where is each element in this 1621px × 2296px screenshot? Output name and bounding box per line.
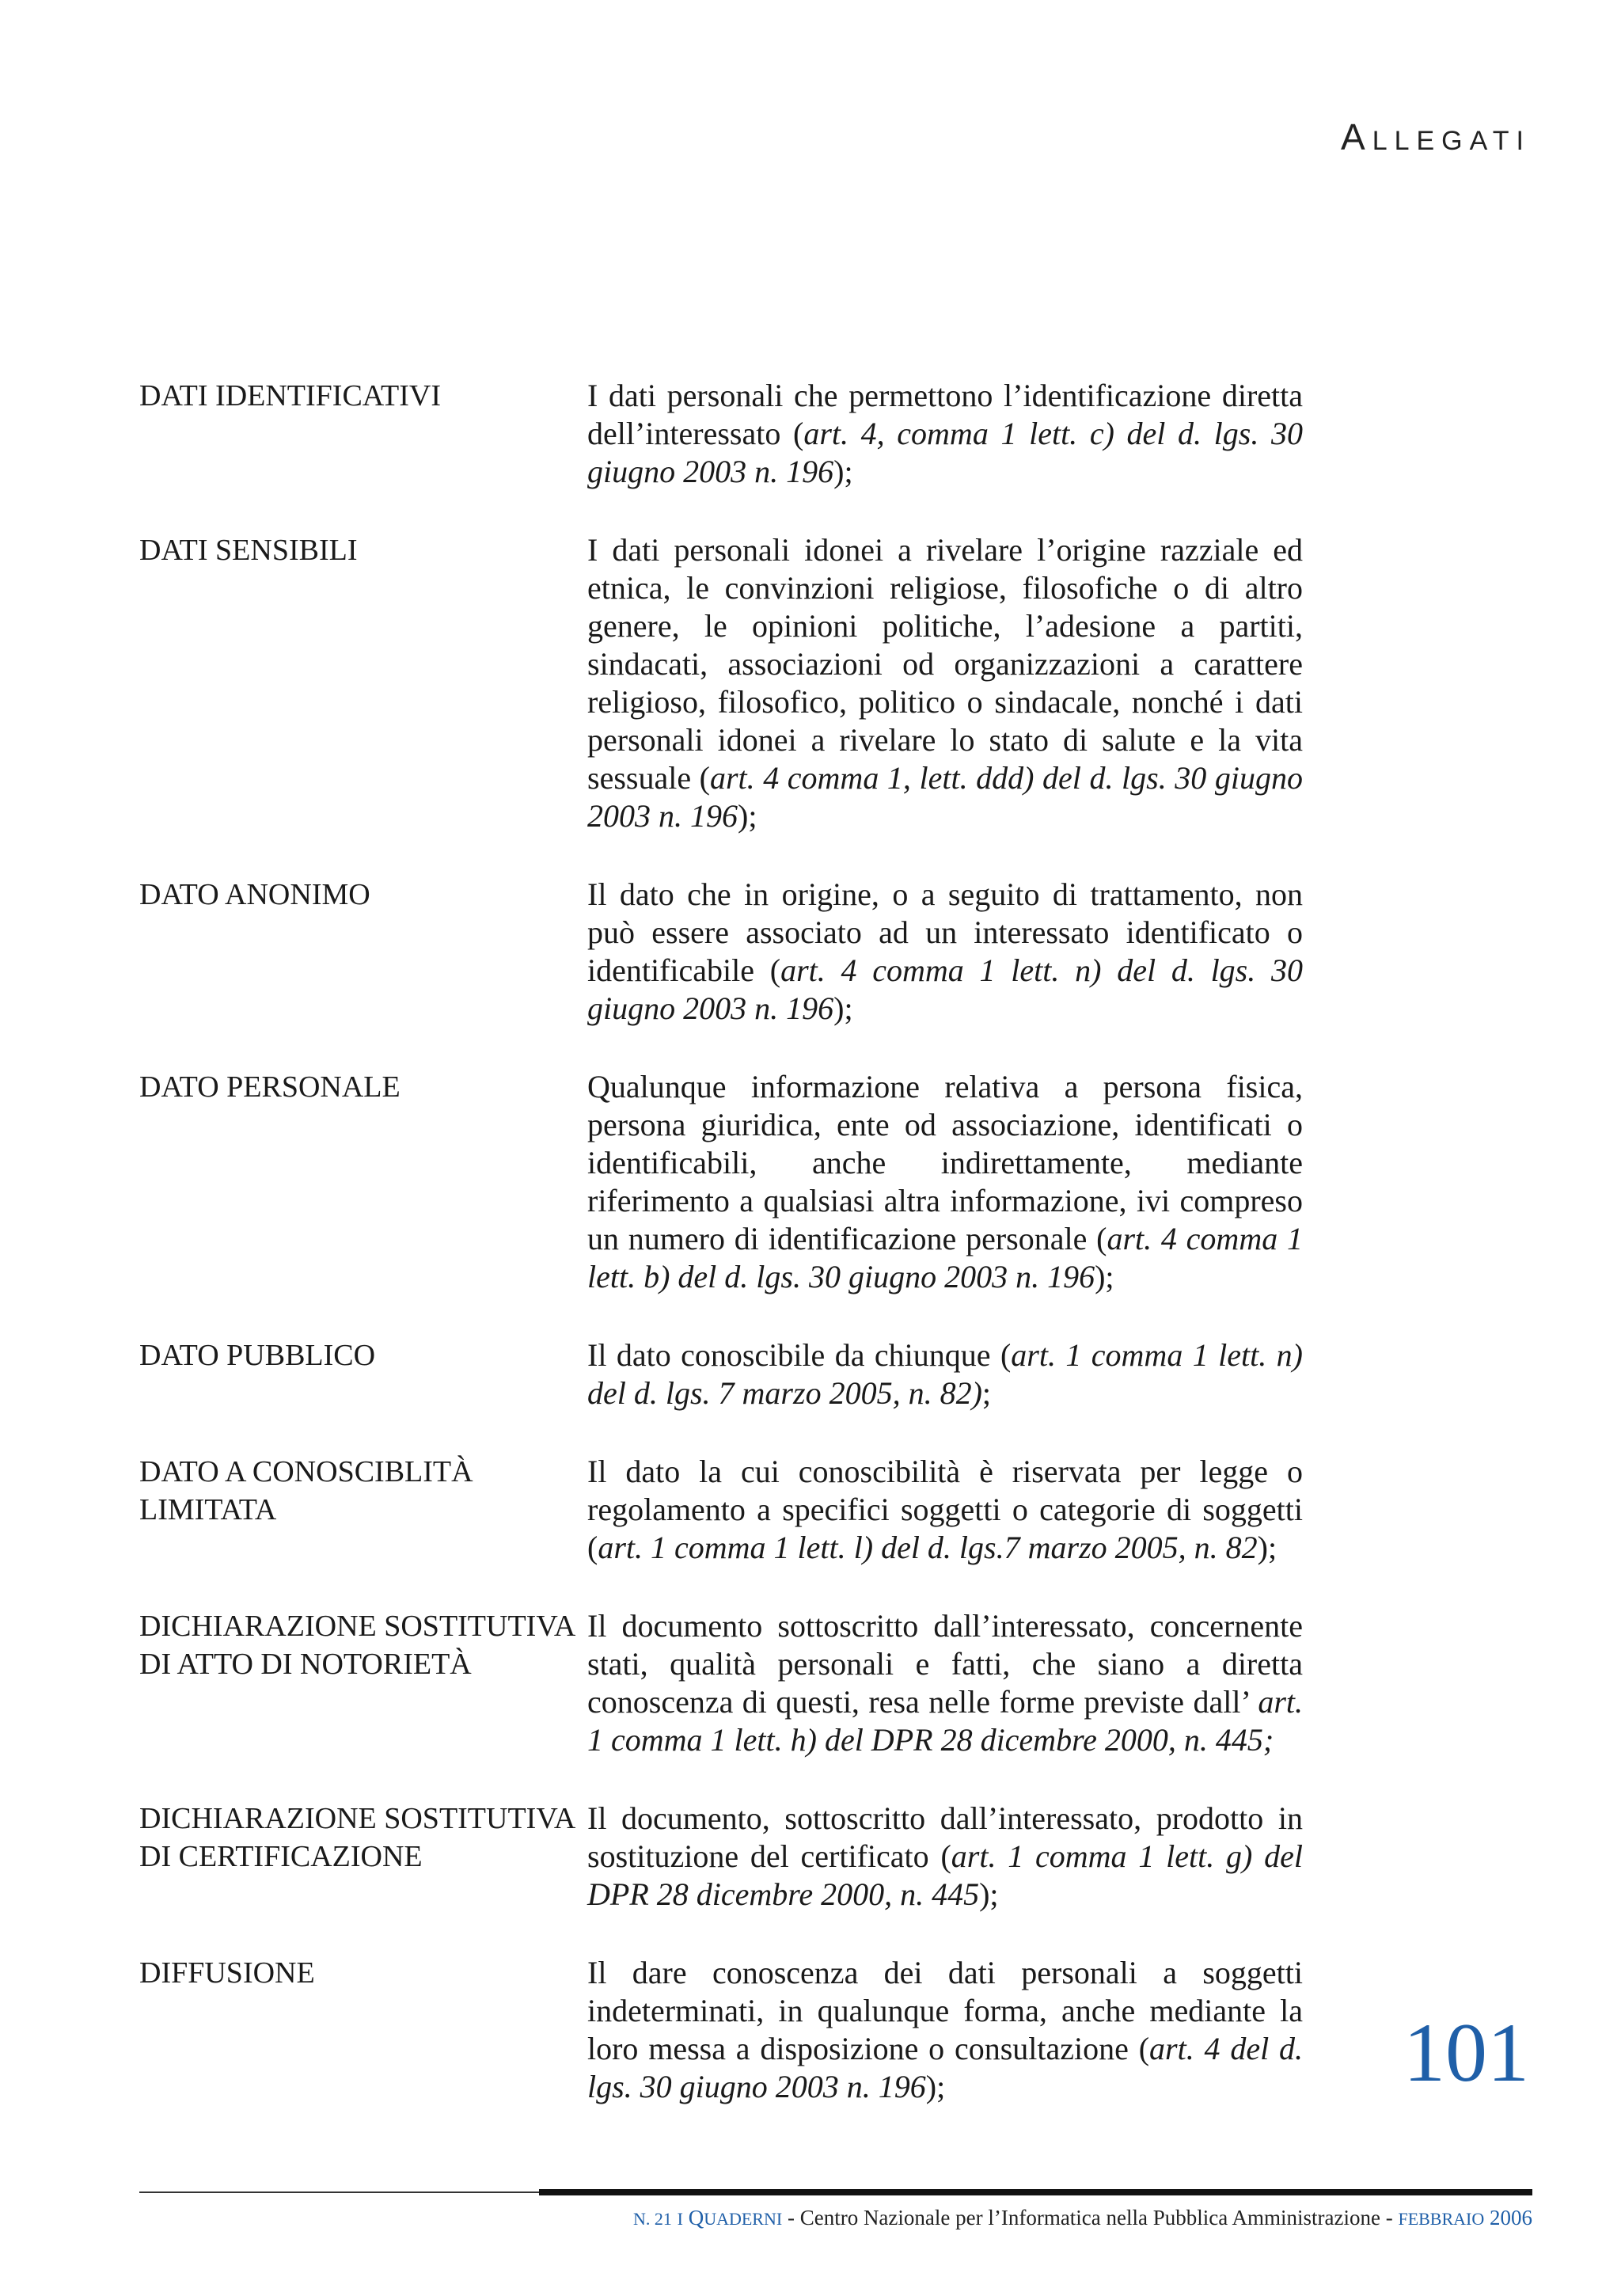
legal-reference: art. 4, comma 1 lett. c) del d. lgs. 30 giugno 2003 n. 196 bbox=[587, 416, 1304, 489]
definition-text: Il documento sottoscritto dall’interessato, concernente stati, qualità personali e fatti, che siano a diretta conoscenza di questi, resa nelle forme previste dall’ bbox=[587, 1608, 1303, 1720]
page-number: 101 bbox=[1403, 2006, 1529, 2099]
glossary-entry bbox=[139, 1336, 1303, 1412]
definition-text: Il documento, sottoscritto dall’interessato, prodotto in sostituzione del certificato ( bbox=[587, 1800, 1303, 1874]
footer-issue: N. 21 I QUADERNI bbox=[632, 2206, 783, 2229]
definition-text: I dati personali che permettono l’identificazione diretta dell’interessato ( bbox=[587, 378, 1303, 451]
glossary-entry bbox=[139, 1954, 1303, 2106]
glossary-term: DATO PERSONALE bbox=[139, 1070, 401, 1104]
definition-tail: ); bbox=[833, 454, 853, 489]
definition-text: Il dare conoscenza dei dati personali a soggetti indeterminati, in qualunque forma, anche mediante la loro messa a disposizione o consultazione ( bbox=[587, 1955, 1303, 2066]
footer-rule-thin bbox=[139, 2191, 539, 2193]
glossary-term: DICHIARAZIONE SOSTITUTIVA DI ATTO DI NOTORIETÀ bbox=[139, 1610, 576, 1681]
definition-text: I dati personali idonei a rivelare l’origine razziale ed etnica, le convinzioni religiose, filosofiche o di altro genere, le opinioni politiche, l’adesione a partiti, sindacati, associazioni od organizzazioni a carattere religioso, filosofico, politico o sindacale, nonché i dati personali idonei a rivelare lo stato di salute e la vita sessuale ( bbox=[587, 532, 1303, 796]
glossary-term: DATI IDENTIFICATIVI bbox=[139, 379, 441, 412]
definition-text: Il dato la cui conoscibilità è riservata per legge o regolamento a specifici soggetti o categorie di soggetti ( bbox=[587, 1454, 1303, 1565]
glossary-definition bbox=[587, 1607, 1303, 1759]
glossary-entry bbox=[139, 531, 1303, 835]
glossary-term: DATO ANONIMO bbox=[139, 878, 370, 911]
glossary-definition bbox=[587, 377, 1303, 491]
glossary-term: DATO PUBBLICO bbox=[139, 1339, 376, 1372]
glossary-entry bbox=[139, 1607, 1303, 1759]
legal-reference: art. 4 comma 1, lett. ddd) del d. lgs. 30 giugno 2003 n. 196 bbox=[587, 760, 1303, 834]
glossary-term: DIFFUSIONE bbox=[139, 1956, 315, 1990]
legal-reference: art. 1 comma 1 lett. h) del DPR 28 dicembre 2000, n. 445; bbox=[587, 1684, 1303, 1758]
glossary-definition bbox=[587, 1336, 1303, 1412]
glossary-term: DATO A CONOSCIBLITÀ LIMITATA bbox=[139, 1455, 473, 1526]
footer bbox=[633, 2206, 1532, 2230]
glossary-entry bbox=[139, 1800, 1303, 1914]
definition-text: Qualunque informazione relativa a persona fisica, persona giuridica, ente od associazione, identificati o identificabili, anche indirettamente, mediante riferimento a qualsiasi altra informazione, ivi compreso un numero di identificazione personale ( bbox=[587, 1069, 1303, 1256]
legal-reference: art. 1 comma 1 lett. l) del d. lgs.7 marzo 2005, n. 82 bbox=[598, 1530, 1258, 1565]
footer-date: FEBBRAIO 2006 bbox=[1398, 2206, 1532, 2229]
running-header bbox=[1341, 116, 1531, 158]
glossary-entry bbox=[139, 377, 1303, 491]
legal-reference: art. 1 comma 1 lett. n) del d. lgs. 7 marzo 2005, n. 82) bbox=[587, 1337, 1303, 1411]
definition-tail: ); bbox=[833, 990, 853, 1026]
legal-reference: art. 4 comma 1 lett. n) del d. lgs. 30 giugno 2003 n. 196 bbox=[587, 952, 1303, 1026]
glossary-definition bbox=[587, 1954, 1303, 2106]
definition-tail: ; bbox=[981, 1375, 992, 1411]
definition-tail: ); bbox=[1095, 1259, 1114, 1294]
legal-reference: art. 1 comma 1 lett. g) del DPR 28 dicembre 2000, n. 445 bbox=[587, 1838, 1303, 1912]
footer-rule-thick bbox=[539, 2189, 1532, 2195]
definition-tail: ); bbox=[925, 2069, 946, 2104]
running-header-initial: A bbox=[1341, 116, 1372, 158]
definition-text: Il dato conoscibile da chiunque ( bbox=[587, 1337, 1012, 1373]
glossary-definition bbox=[587, 1068, 1303, 1296]
legal-reference: art. 4 comma 1 lett. b) del d. lgs. 30 giugno 2003 n. 196 bbox=[587, 1221, 1303, 1294]
glossary-definition bbox=[587, 1800, 1303, 1914]
legal-reference: art. 4 del d. lgs. 30 giugno 2003 n. 196 bbox=[587, 2031, 1304, 2104]
definition-text: Il dato che in origine, o a seguito di trattamento, non può essere associato ad un interessato identificato o identificabile ( bbox=[587, 876, 1303, 988]
glossary-entry bbox=[139, 1453, 1303, 1567]
footer-dash: - bbox=[1380, 2206, 1399, 2229]
glossary-definition bbox=[587, 1453, 1303, 1567]
footer-organization: Centro Nazionale per l’Informatica nella Pubblica Amministrazione bbox=[799, 2206, 1380, 2229]
definition-tail: ); bbox=[1257, 1530, 1277, 1565]
definition-tail: ); bbox=[979, 1876, 999, 1912]
glossary-term: DATI SENSIBILI bbox=[139, 534, 358, 567]
glossary-entry bbox=[139, 1068, 1303, 1296]
running-header-rest: LLEGATI bbox=[1372, 126, 1531, 156]
definition-tail: ); bbox=[738, 798, 757, 834]
glossary-term: DICHIARAZIONE SOSTITUTIVA DI CERTIFICAZIONE bbox=[139, 1802, 576, 1873]
glossary-definition bbox=[587, 876, 1303, 1028]
glossary-definition bbox=[587, 531, 1303, 835]
glossary bbox=[139, 377, 1303, 2146]
glossary-entry bbox=[139, 876, 1303, 1028]
footer-dash: - bbox=[782, 2206, 800, 2229]
